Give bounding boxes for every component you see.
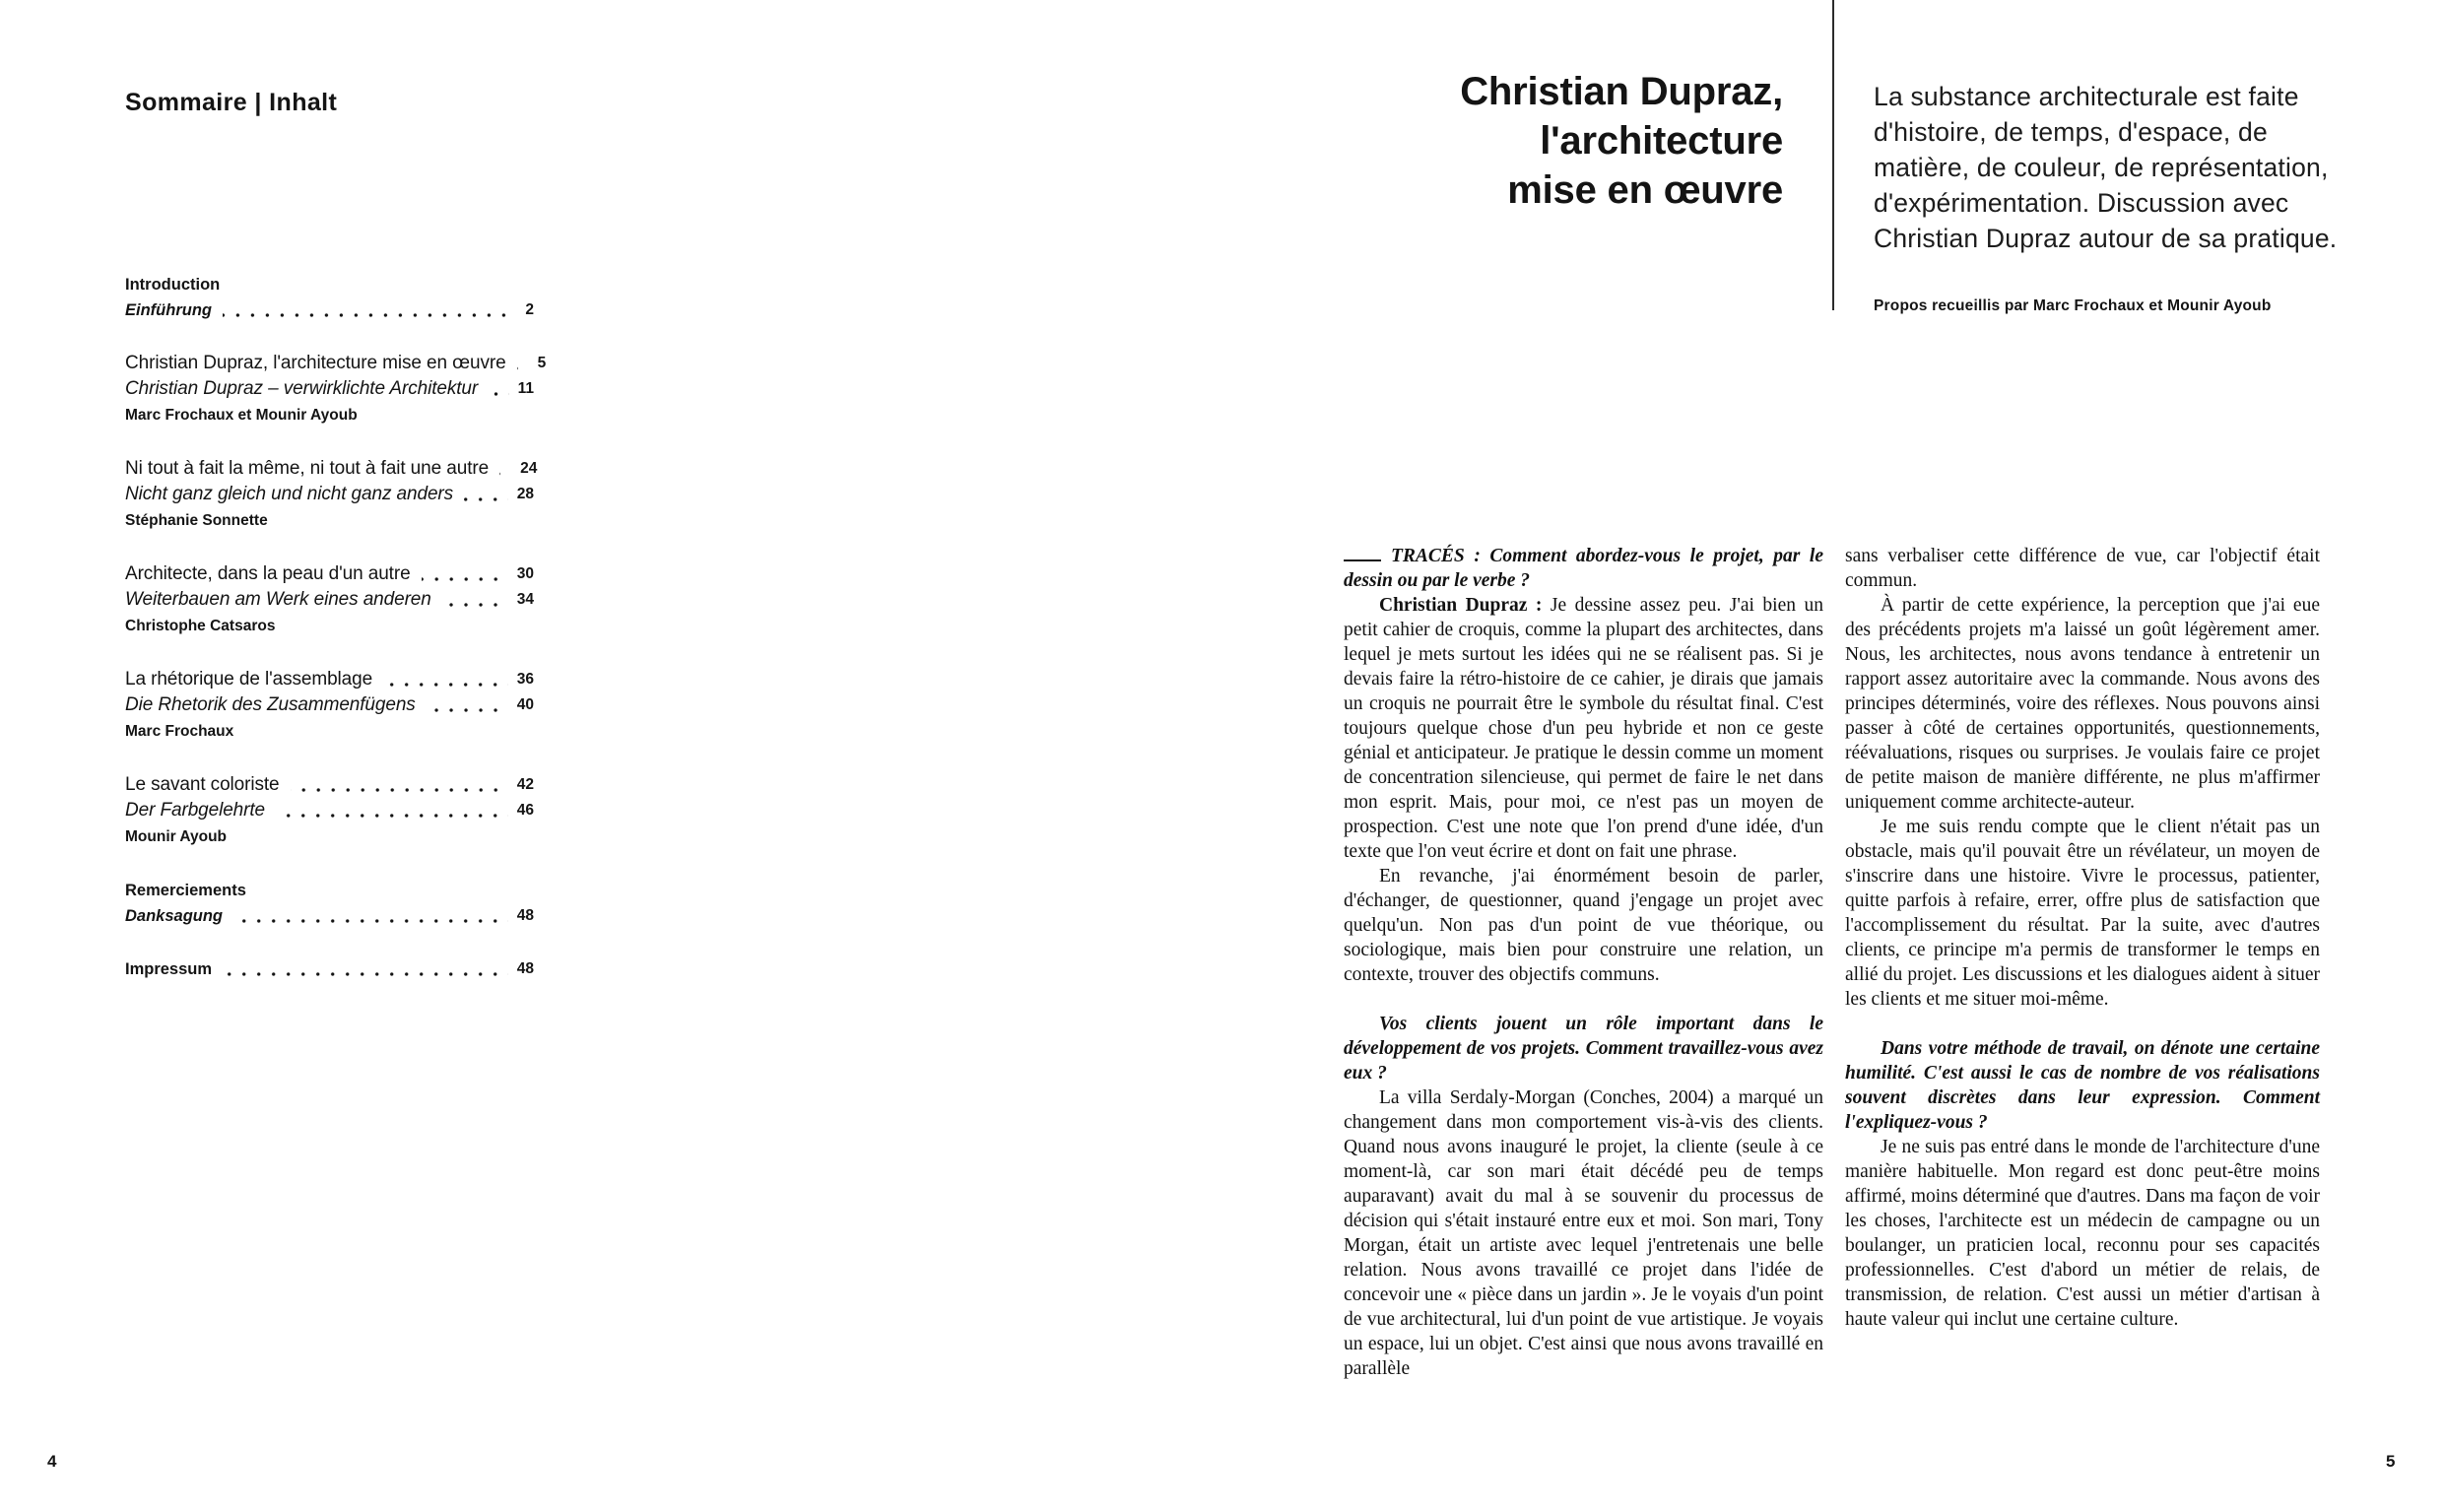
dot-leader: [442, 603, 508, 607]
article-intro: La substance architecturale est faite d'histoire, de temps, d'espace, de matière, de couleur, de représentation, d'expérimentation. Discussion avec Christian Dupraz autour de sa pratique.: [1874, 82, 2338, 253]
toc-entry: [125, 351, 547, 428]
dot-leader: [383, 683, 508, 687]
article-column-2: [1845, 544, 2320, 1332]
toc-page-number: 34: [516, 591, 534, 608]
interview-question: TRACÉS : Comment abordez-vous le projet, par le dessin ou par le verbe ?: [1344, 546, 1823, 591]
toc-entry: [125, 272, 534, 323]
toc-text: Danksagung: [125, 907, 224, 925]
dot-leader: [291, 788, 508, 792]
toc-line: [125, 956, 534, 982]
article-title: [1320, 67, 1783, 215]
toc-line: [125, 772, 534, 798]
toc-text: Ni tout à fait la même, ni tout à fait une autre: [125, 458, 490, 479]
interview-question: Dans votre méthode de travail, on dénote une certaine humilité. C'est aussi le cas de nombre de vos réalisations souvent discrètes dans leur expression. Comment l'expliquez-vous ?: [1845, 1038, 2320, 1133]
interview-paragraph: À partir de cette expérience, la perception que j'ai eue des précédents projets m'a laissé un goût légèrement amer. Nous, les architectes, nous avons tendance à entretenir un rapport assez autoritaire avec la commande. Nous avons des principes déterminés, voire des réflexes. Nous pouvons ainsi passer à côté de certaines opportunités, questionnements, réévaluations, risques ou surprises. Je voulais faire ce projet de petite maison de manière différente, ne plus m'affirmer uniquement comme architecte-auteur.: [1845, 595, 2320, 813]
toc-line: [125, 351, 547, 376]
toc-entry: [125, 772, 534, 850]
toc-text: Nicht ganz gleich und nicht ganz anders: [125, 484, 454, 504]
toc-text: Der Farbgelehrte: [125, 800, 266, 821]
dot-leader: [276, 814, 508, 818]
toc-entry: [125, 561, 534, 639]
dot-leader: [517, 366, 529, 370]
toc-line: [125, 587, 534, 613]
interview-paragraph: En revanche, j'ai énormément besoin de parler, d'échanger, de questionner, quand j'engage un projet avec quelqu'un. Non pas d'un point de vue théorique, ou sociologique, mais bien pour construire une relation, un contexte, trouver des objectifs communs.: [1344, 866, 1823, 985]
article-column-1: [1344, 544, 1823, 1381]
page-number-right: 5: [2386, 1452, 2396, 1471]
interview-paragraph: La villa Serdaly-Morgan (Conches, 2004) a marqué un changement dans mon comportement vis-à-vis des clients. Quand nous avons inauguré le projet, la cliente (seule à ce moment-là, car son mari était décédé peu de temps auparavant) avait du mal à se souvenir du processus de décision qui s'était instauré entre eux et moi. Son mari, Tony Morgan, était un artiste avec lequel j'entretenais une belle relation. Nous avons travaillé ce projet dans l'idée de concevoir une « pièce dans un jardin ». Je le voyais d'un point de vue architectural, lui d'un point de vue artistique. Je voyais un espace, lui un objet. C'est ainsi que nous avons travaillé en parallèle: [1344, 1087, 1823, 1379]
toc-line: [125, 692, 534, 718]
toc-text: Christian Dupraz – verwirklichte Architektur: [125, 378, 479, 399]
toc-line: [125, 297, 534, 323]
toc-line: [125, 798, 534, 823]
toc-entry: [125, 956, 534, 982]
toc-page-number: 42: [516, 776, 534, 793]
toc-authors: Marc Frochaux et Mounir Ayoub: [125, 407, 358, 424]
interview-paragraph: Je ne suis pas entré dans le monde de l'architecture d'une manière habituelle. Mon regard est donc peut-être moins affirmé, moins déterminé que d'autres. Dans ma façon de voir les choses, l'architecte est un médecin de campagne ou un boulanger, un praticien local, reconnu pour ses capacités professionnelles. C'est d'abord un métier de relais, de transmission, de relation. C'est aussi un métier d'artisan à haute valeur qui inclut une certaine culture.: [1845, 1137, 2320, 1330]
dot-leader: [489, 392, 508, 396]
page-number-left: 4: [47, 1452, 57, 1471]
toc-page-number: 48: [516, 960, 534, 977]
interview-paragraph: sans verbaliser cette différence de vue, car l'objectif était commun.: [1845, 546, 2320, 591]
toc-text: Weiterbauen am Werk eines anderen: [125, 589, 431, 610]
toc-line: [125, 878, 534, 903]
toc-line: [125, 482, 534, 507]
toc-authors: Marc Frochaux: [125, 723, 234, 740]
toc-authors: Mounir Ayoub: [125, 828, 228, 845]
interview-paragraph: Christian Dupraz : Je dessine assez peu. J'ai bien un petit cahier de croquis, comme la plupart des architectes, dans lequel je mets surtout les idées qui ne se réalisent pas. Si je devais faire la rétro-histoire de ce cahier, je dirais que jamais un croquis ne pourrait être le symbole du résultat final. C'est toujours quelque chose d'un peu hybride et non ce geste génial et anticipateur. Je pratique le dessin comme un moment de concentration silencieuse, qui permet de faire le net dans mon esprit. Mais, pour moi, ce n'est pas un moyen de prospection. C'est une note que l'on prend d'une idée, d'un texte que l'on veut écrire et dont on fait une phrase.: [1344, 595, 1823, 862]
interview-paragraph: Je me suis rendu compte que le client n'était pas un obstacle, mais qu'il pouvait être un révélateur, un moyen de s'inscrire dans une histoire. Vivre le processus, patienter, quitte parfois à refaire, errer, offre plus de satisfaction que l'accomplissement du résultat. Par la suite, avec d'autres clients, ce principe m'a permis de transformer le temps en allié du projet. Les discussions et les dialogues aident à situer les clients et me situer moi-même.: [1845, 817, 2320, 1010]
toc-page-number: 2: [525, 301, 534, 318]
toc-page-number: 11: [517, 380, 534, 397]
dot-leader: [464, 497, 508, 501]
toc-text: Introduction: [125, 276, 221, 294]
dot-leader: [499, 472, 511, 476]
toc-line: [125, 667, 534, 692]
toc-entry: [125, 878, 534, 929]
interview-question: Vos clients jouent un rôle important dans le développement de vos projets. Comment travaillez-vous avez eux ?: [1344, 1014, 1823, 1084]
speaker-name-label: Christian Dupraz :: [1379, 595, 1551, 616]
dot-leader: [422, 577, 508, 581]
toc-line: [125, 456, 538, 482]
toc-text: Einführung: [125, 301, 212, 319]
toc-heading: Sommaire | Inhalt: [125, 89, 338, 116]
toc-line: [125, 561, 534, 587]
toc-entry: [125, 667, 534, 745]
dot-leader: [223, 313, 516, 317]
toc-page-number: 28: [516, 486, 534, 502]
toc-line: [125, 903, 534, 929]
toc-text: La rhétorique de l'assemblage: [125, 669, 373, 690]
toc-text: Remerciements: [125, 882, 246, 899]
toc-page-number: 46: [516, 802, 534, 819]
toc-text: Christian Dupraz, l'architecture mise en œuvre: [125, 353, 506, 373]
dot-leader: [427, 708, 508, 712]
toc-line: [125, 272, 534, 297]
dot-leader: [233, 919, 508, 923]
toc-text: Le savant coloriste: [125, 774, 280, 795]
toc-authors: Stéphanie Sonnette: [125, 512, 268, 529]
question-dash: [1344, 559, 1381, 561]
toc-entry: [125, 456, 538, 534]
magazine-name-label: TRACÉS :: [1391, 546, 1490, 566]
toc-authors: Christophe Catsaros: [125, 618, 276, 634]
toc-page-number: 40: [516, 696, 534, 713]
toc-text: Architecte, dans la peau d'un autre: [125, 563, 411, 584]
article-title-line: l'architecture: [1540, 119, 1783, 163]
toc-page-number: 30: [516, 565, 534, 582]
article-title-line: Christian Dupraz,: [1460, 70, 1783, 113]
toc-list: [125, 272, 547, 1010]
vertical-divider: [1832, 0, 1834, 310]
toc-page-number: 5: [537, 355, 547, 371]
toc-page-number: 36: [516, 671, 534, 688]
article-byline: Propos recueillis par Marc Frochaux et Mounir Ayoub: [1874, 297, 2272, 314]
toc-page-number: 24: [520, 460, 538, 477]
article-title-line: mise en œuvre: [1507, 168, 1783, 212]
toc-text: Impressum: [125, 960, 213, 978]
toc-line: [125, 376, 534, 402]
toc-text: Die Rhetorik des Zusammenfügens: [125, 694, 416, 715]
dot-leader: [223, 972, 508, 976]
toc-page-number: 48: [516, 907, 534, 924]
